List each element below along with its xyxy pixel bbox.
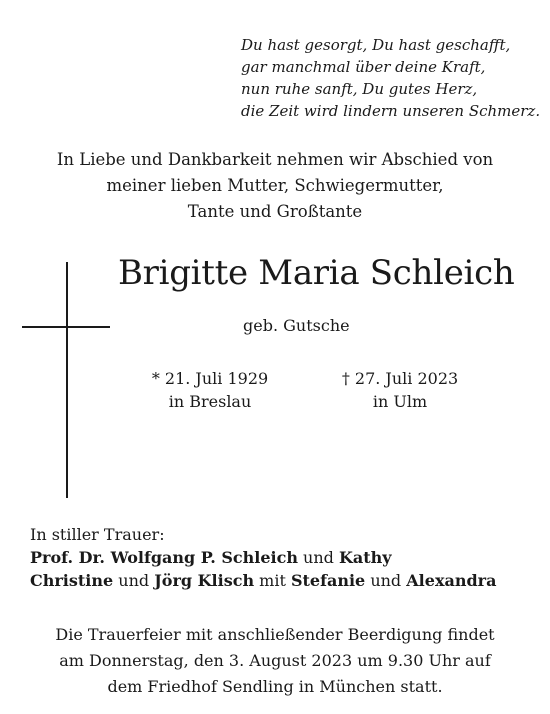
mourner-connector: und — [297, 548, 339, 567]
mourners-line — [30, 546, 540, 569]
service-line: am Donnerstag, den 3. August 2023 um 9.30 Uhr auf — [59, 651, 491, 670]
mourners-heading: In stiller Trauer: — [30, 525, 165, 544]
intro-line: Tante und Großtante — [187, 202, 363, 221]
mourner-connector: mit — [254, 571, 291, 590]
mourners-line — [30, 569, 540, 592]
mourner-name: Jörg Klisch — [154, 571, 255, 590]
poem-line: gar manchmal über deine Kraft, — [241, 58, 486, 76]
mourner-name: Kathy — [339, 548, 392, 567]
mourner-name: Christine — [30, 571, 114, 590]
death-info — [310, 367, 490, 413]
birth-date: * 21. Juli 1929 — [151, 369, 269, 388]
death-date: † 27. Juli 2023 — [341, 369, 459, 388]
deceased-name: Brigitte Maria Schleich — [118, 253, 515, 293]
mourner-name: Alexandra — [406, 571, 497, 590]
poem-line: die Zeit wird lindern unseren Schmerz. — [241, 102, 541, 120]
intro-line: meiner lieben Mutter, Schwiegermutter, — [106, 176, 444, 195]
mourner-connector: und — [113, 571, 155, 590]
cross-icon-bar — [22, 326, 110, 328]
birth-place: in Breslau — [168, 392, 252, 411]
poem-line: nun ruhe sanft, Du gutes Herz, — [241, 80, 478, 98]
birth-info — [120, 367, 300, 413]
intro-line: In Liebe und Dankbarkeit nehmen wir Abschied von — [56, 150, 494, 169]
mourner-name: Stefanie — [290, 571, 366, 590]
mourner-name: Prof. Dr. Wolfgang P. Schleich — [30, 548, 298, 567]
maiden-name: geb. Gutsche — [243, 316, 350, 335]
mourner-connector: und — [365, 571, 407, 590]
poem-line: Du hast gesorgt, Du hast geschafft, — [241, 36, 511, 54]
mourners — [30, 523, 540, 592]
intro-text — [0, 147, 550, 225]
poem — [241, 34, 541, 122]
cross-icon — [66, 262, 68, 498]
service-info — [0, 622, 550, 700]
service-line: dem Friedhof Sendling in München statt. — [107, 677, 443, 696]
service-line: Die Trauerfeier mit anschließender Beerdigung findet — [55, 625, 495, 644]
death-place: in Ulm — [372, 392, 428, 411]
